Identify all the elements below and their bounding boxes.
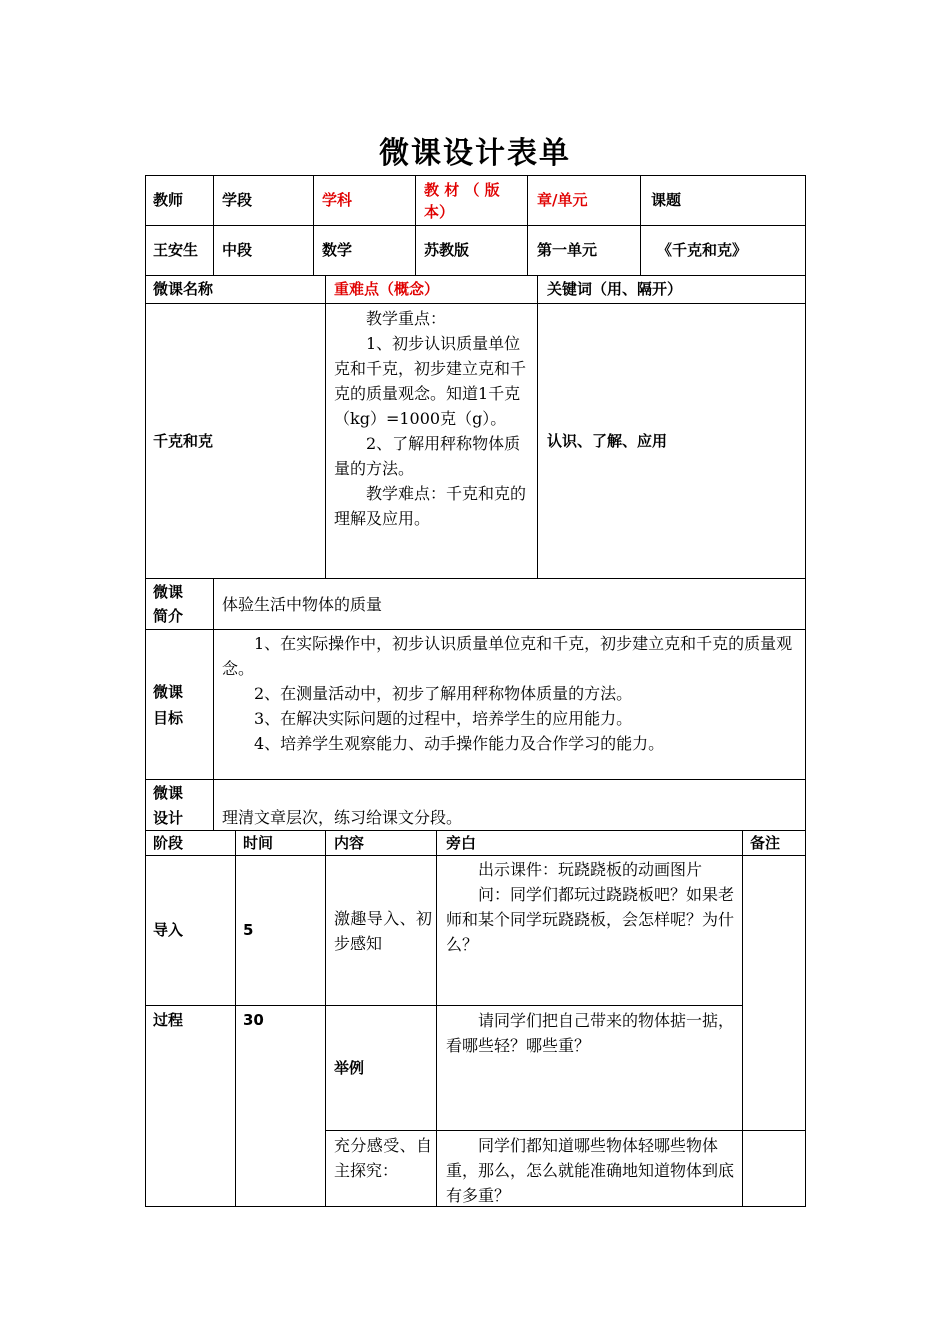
- micro-name-label: 微课名称: [153, 280, 214, 298]
- chapter-value: 第一单元: [537, 241, 598, 259]
- process-narration: [446, 1008, 734, 1128]
- narration-line: 问：同学们都玩过跷跷板吧？如果老师和某个同学玩跷跷板，会怎样呢？为什么？: [446, 885, 735, 954]
- textbook-value: 苏教版: [424, 241, 470, 259]
- process-stage: 过程: [153, 1011, 184, 1029]
- process-header-narration: 旁白: [446, 833, 477, 852]
- design-label: 微课设计: [153, 784, 184, 827]
- goals-list: [222, 631, 794, 777]
- narration-line: 出示课件：玩跷跷板的动画图片: [478, 860, 703, 879]
- process-header-time: 时间: [243, 833, 274, 852]
- chapter-label: 章/单元: [537, 191, 588, 209]
- micro-name-value: 千克和克: [153, 431, 214, 450]
- key-line: 教学重点：: [366, 309, 447, 328]
- topic-label: 课题: [651, 191, 682, 209]
- process-header-stage: 阶段: [153, 833, 184, 852]
- process-content: 充分感受、自主探究：: [334, 1136, 432, 1180]
- key-points-text: [334, 306, 530, 576]
- page-title: 微课设计表单: [379, 136, 571, 171]
- key-line: 2、了解用秤称物体质量的方法。: [334, 434, 521, 478]
- key-points-label: 重难点（概念）: [334, 280, 440, 298]
- keywords-value: 认识、了解、应用: [547, 431, 668, 450]
- narration-line: 请同学们把自己带来的物体掂一掂，看哪些轻？哪些重？: [446, 1011, 735, 1055]
- goal-item: 3、在解决实际问题的过程中，培养学生的应用能力。: [254, 709, 633, 728]
- subject-label: 学科: [322, 191, 353, 209]
- stage-label: 学段: [222, 191, 253, 209]
- process-time: 30: [243, 1011, 264, 1029]
- process-narration: [446, 1133, 734, 1205]
- textbook-label: 教 材 （ 版本）: [424, 180, 500, 221]
- intro-text: 体验生活中物体的质量: [222, 594, 383, 614]
- intro-label: 微课简介: [153, 583, 184, 625]
- subject-value: 数学: [322, 241, 353, 259]
- process-header-note: 备注: [750, 833, 781, 852]
- goals-label: 微课目标: [153, 682, 184, 727]
- process-content: 激趣导入、初步感知: [334, 908, 432, 953]
- topic-value: 《千克和克》: [657, 241, 748, 259]
- key-line: 1、初步认识质量单位克和千克，初步建立克和千克的质量观念。知道1千克（kg）=1000克（g）。: [334, 334, 527, 428]
- narration-line: 同学们都知道哪些物体轻哪些物体重，那么，怎么就能准确地知道物体到底有多重？: [446, 1136, 735, 1205]
- teacher-label: 教师: [153, 191, 184, 209]
- design-text: 理清文章层次，练习给课文分段。: [222, 808, 463, 827]
- goal-item: 4、培养学生观察能力、动手操作能力及合作学习的能力。: [254, 734, 665, 753]
- goal-item: 1、在实际操作中，初步认识质量单位克和千克，初步建立克和千克的质量观念。: [222, 634, 793, 678]
- process-stage: 导入: [153, 921, 184, 939]
- teacher-value: 王安生: [153, 241, 199, 259]
- process-header-content: 内容: [334, 833, 365, 852]
- process-time: 5: [243, 921, 254, 939]
- process-content: 举例: [334, 1058, 365, 1077]
- goal-item: 2、在测量活动中，初步了解用秤称物体质量的方法。: [254, 684, 633, 703]
- key-line: 教学难点：千克和克的理解及应用。: [334, 484, 527, 528]
- keywords-label: 关键词（用、隔开）: [547, 280, 683, 298]
- stage-value: 中段: [222, 241, 253, 259]
- process-narration: [446, 857, 734, 1003]
